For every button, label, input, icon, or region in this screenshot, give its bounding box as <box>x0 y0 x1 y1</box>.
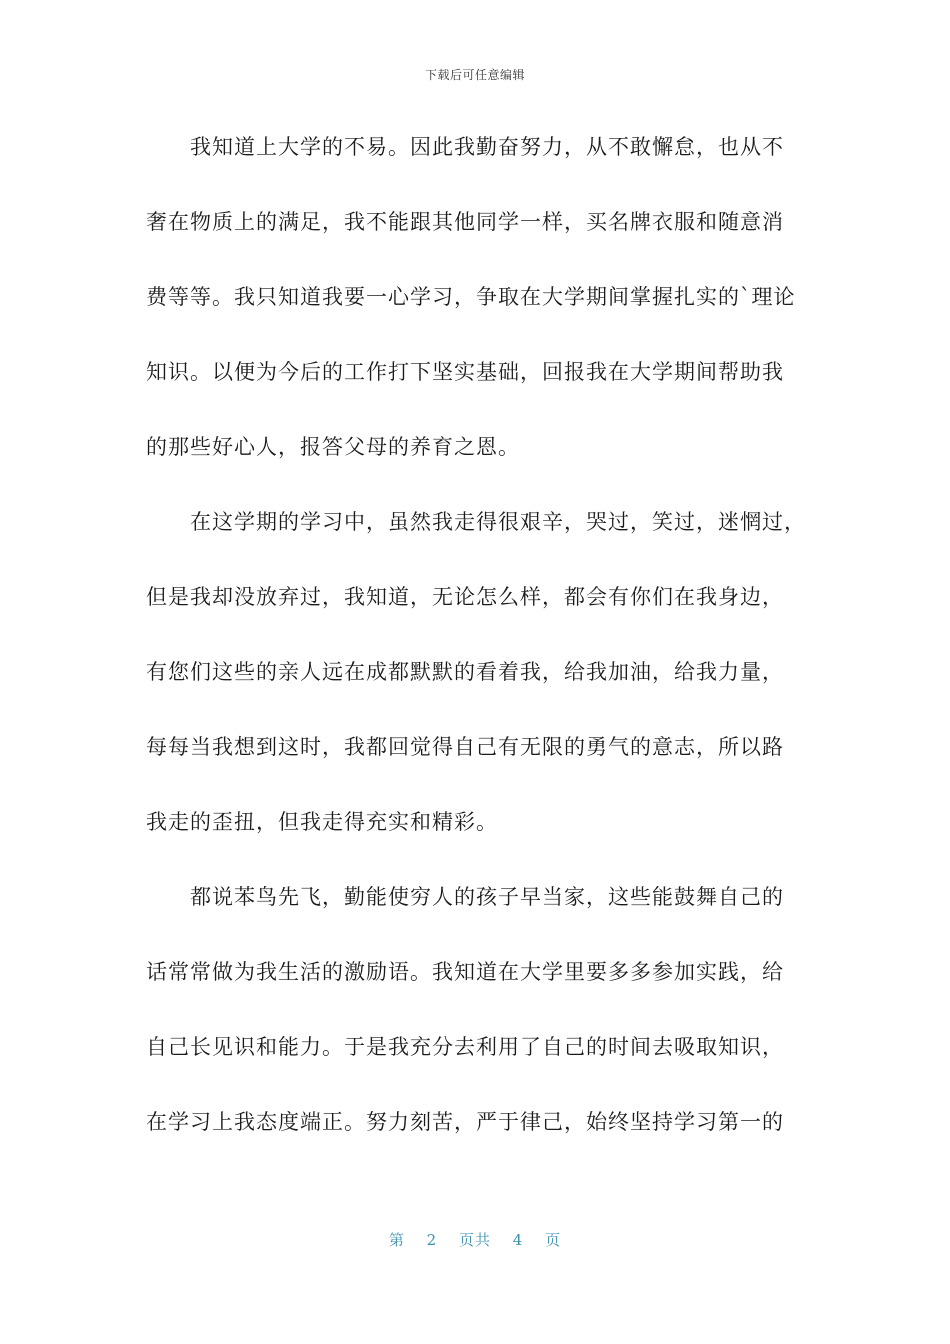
page-footer <box>0 1229 950 1250</box>
paragraph-line: 在学习上我态度端正。努力刻苦，严于律己，始终坚持学习第一的 <box>146 1110 784 1134</box>
paragraph-line: 我知道上大学的不易。因此我勤奋努力，从不敢懈怠，也从不 <box>190 135 784 159</box>
current-page-number: 2 <box>426 1231 438 1249</box>
paragraph-line: 自己长见识和能力。于是我充分去利用了自己的时间去吸取知识， <box>146 1035 784 1059</box>
paragraph-line: 都说苯鸟先飞，勤能使穷人的孩子早当家，这些能鼓舞自己的 <box>190 885 784 909</box>
paragraph-line: 我走的歪扭，但我走得充实和精彩。 <box>146 810 498 834</box>
paragraph-line: 知识。以便为今后的工作打下坚实基础，回报我在大学期间帮助我 <box>146 360 784 384</box>
paragraph-line: 每每当我想到这时，我都回觉得自己有无限的勇气的意志，所以路 <box>146 735 784 759</box>
total-page-count: 4 <box>512 1231 524 1249</box>
footer-suffix: 页 <box>545 1231 562 1249</box>
paragraph-line: 话常常做为我生活的激励语。我知道在大学里要多多参加实践，给 <box>146 960 784 984</box>
paragraph-line: 奢在物质上的满足，我不能跟其他同学一样，买名牌衣服和随意消 <box>146 210 784 234</box>
paragraph-line: 费等等。我只知道我要一心学习，争取在大学期间掌握扎实的`理论 <box>146 285 796 309</box>
paragraph-line: 有您们这些的亲人远在成都默默的看着我，给我加油，给我力量， <box>146 660 784 684</box>
paragraph-line: 但是我却没放弃过，我知道，无论怎么样，都会有你们在我身边， <box>146 585 784 609</box>
paragraph-line: 在这学期的学习中，虽然我走得很艰辛，哭过，笑过，迷惘过， <box>190 510 806 534</box>
footer-prefix: 第 <box>388 1231 405 1249</box>
page-header: 下载后可任意编辑 <box>424 68 525 82</box>
document-body <box>146 125 806 1175</box>
paragraph-line: 的那些好心人，报答父母的养育之恩。 <box>146 435 520 459</box>
footer-middle: 页共 <box>458 1231 491 1249</box>
